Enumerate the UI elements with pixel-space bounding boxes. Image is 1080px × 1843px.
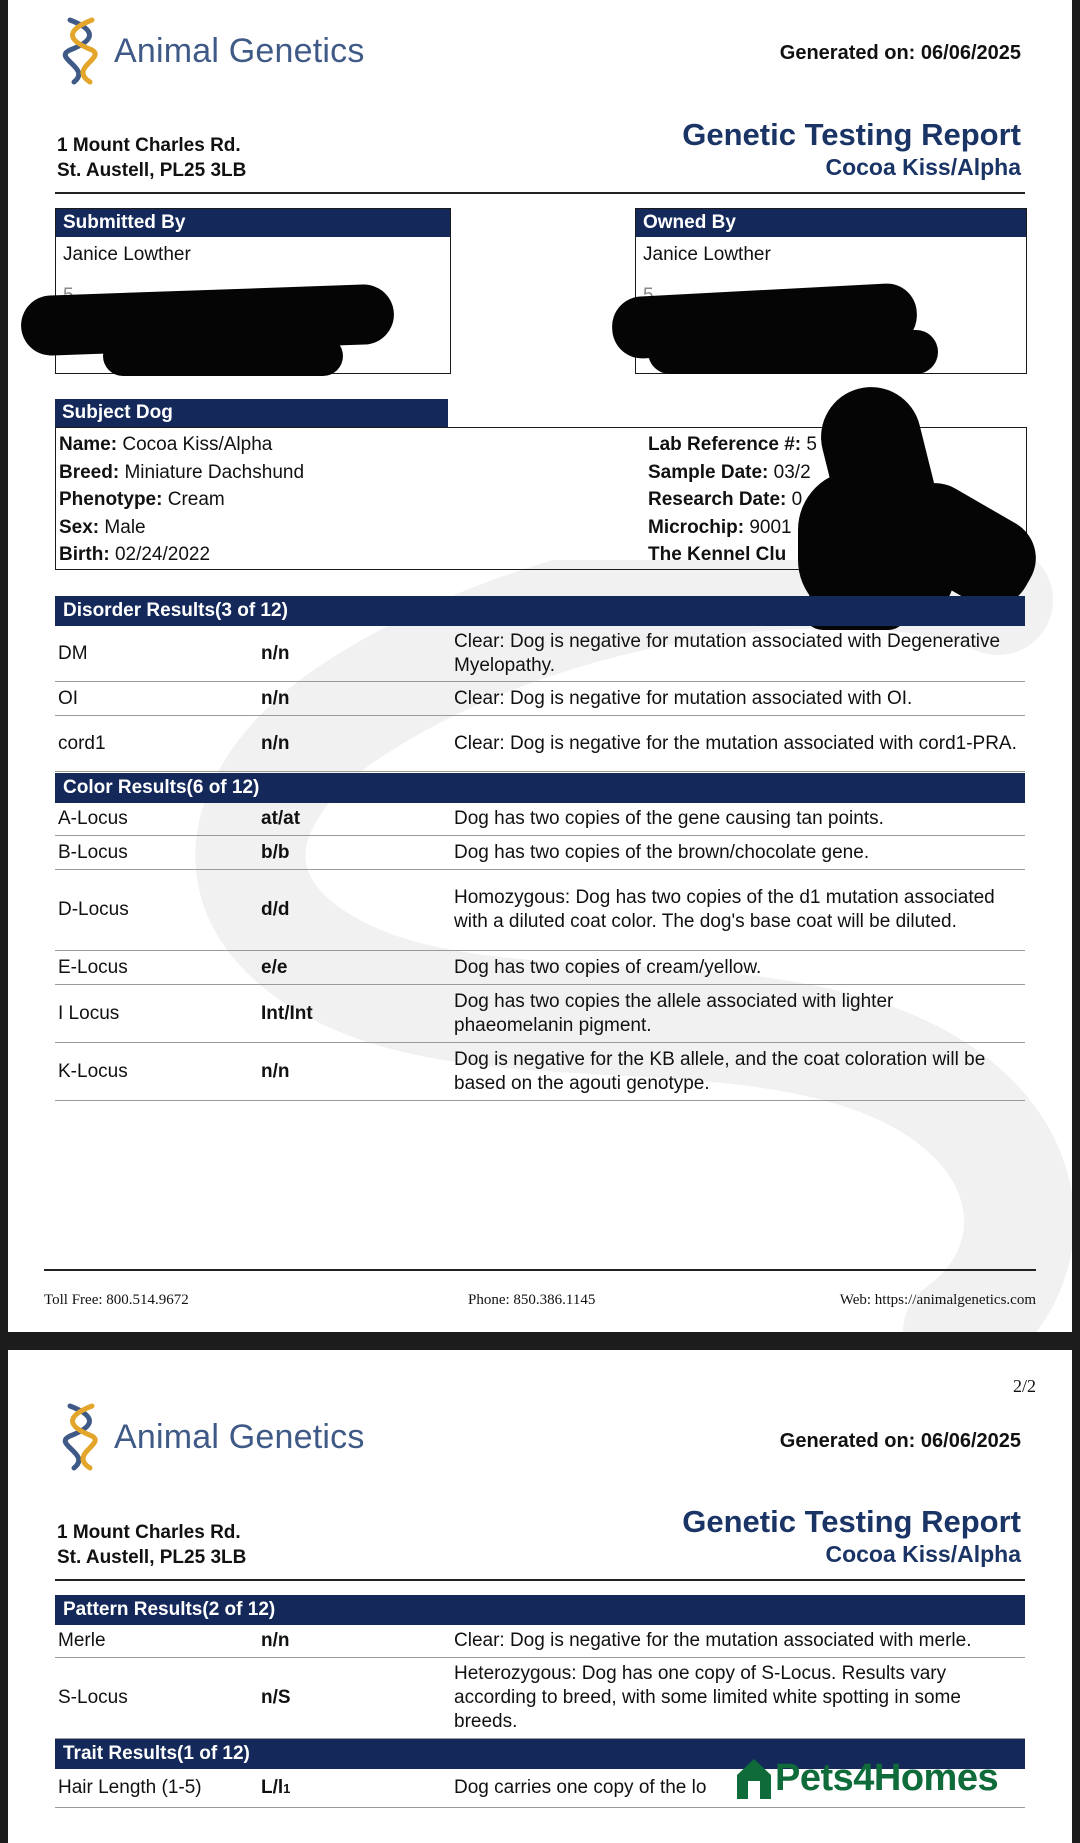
genotype: e/e <box>261 956 288 978</box>
owned-by-header: Owned By <box>636 209 1026 237</box>
gene-name: Merle <box>58 1630 106 1651</box>
genotype: n/n <box>261 732 290 754</box>
gene-name: Hair Length (1-5) <box>58 1777 202 1798</box>
gene-name: B-Locus <box>58 841 128 863</box>
genotype: n/n <box>261 1060 290 1082</box>
subject-name: Name: Cocoa Kiss/Alpha <box>59 434 273 455</box>
result-row <box>55 951 1025 985</box>
submitted-by-header: Submitted By <box>56 209 450 237</box>
generated-date: Generated on: 06/06/2025 <box>779 42 1021 64</box>
result-description: Clear: Dog is negative for mutation associated with OI. <box>454 687 913 709</box>
report-page-2 <box>8 1350 1072 1843</box>
genotype: d/d <box>261 899 290 920</box>
report-subtitle: Cocoa Kiss/Alpha <box>825 154 1021 180</box>
subject-phenotype: Phenotype: Cream <box>59 489 225 510</box>
company-name: Animal Genetics <box>114 31 365 70</box>
report-title: Genetic Testing Report <box>682 117 1021 152</box>
result-row <box>55 803 1025 836</box>
address-line-1: 1 Mount Charles Rd. <box>57 1522 241 1543</box>
genotype: at/at <box>261 808 301 829</box>
pets4homes-watermark <box>733 1755 998 1801</box>
report-title-block <box>682 117 1021 181</box>
address-line-2: St. Austell, PL25 3LB <box>57 160 247 181</box>
result-description: Clear: Dog is negative for the mutation associated with merle. <box>454 1630 972 1651</box>
result-description: Clear: Dog is negative for the mutation associated with cord1-PRA. <box>454 732 1017 754</box>
dna-helix-icon <box>62 16 102 86</box>
company-address <box>57 133 246 183</box>
result-description: Homozygous: Dog has two copies of the d1 mutation associated with a diluted coat color. The dog's base coat will be diluted. <box>454 887 995 932</box>
subject-left-column <box>59 431 304 569</box>
result-row <box>55 836 1025 870</box>
gene-name: S-Locus <box>58 1687 128 1708</box>
subject-kennel-club: The Kennel Clu <box>648 544 787 565</box>
result-description: Heterozygous: Dog has one copy of S-Locus. Results vary according to breed, with some limited white spotting in some breeds. <box>454 1663 961 1732</box>
redaction-mark <box>103 336 343 376</box>
genotype: n/n <box>261 687 290 709</box>
result-description: Dog has two copies of the gene causing tan points. <box>454 808 884 829</box>
redaction-mark <box>648 330 938 374</box>
address-line-2: St. Austell, PL25 3LB <box>57 1547 247 1568</box>
owned-by-name: Janice Lowther <box>643 244 771 265</box>
pets4homes-text: Pets4Homes <box>775 1756 999 1799</box>
result-row <box>55 985 1025 1043</box>
subject-dog-header: Subject Dog <box>55 399 448 427</box>
subject-sex: Sex: Male <box>59 516 146 538</box>
address-line-1: 1 Mount Charles Rd. <box>57 135 241 156</box>
report-subtitle: Cocoa Kiss/Alpha <box>825 1541 1021 1567</box>
gene-name: DM <box>58 642 88 664</box>
page-number: 2/2 <box>1012 1376 1036 1396</box>
genotype: n/S <box>261 1687 291 1708</box>
footer-web: Web: https://animalgenetics.com <box>839 1292 1036 1308</box>
result-row <box>55 1043 1025 1101</box>
house-icon <box>733 1755 775 1801</box>
color-results-header: Color Results(6 of 12) <box>55 773 1025 803</box>
gene-name: I Locus <box>58 1002 120 1024</box>
result-row <box>55 626 1025 682</box>
generated-date: Generated on: 06/06/2025 <box>779 1430 1021 1452</box>
result-row <box>55 716 1025 772</box>
subject-birth: Birth: 02/24/2022 <box>59 544 211 565</box>
pattern-results-header: Pattern Results(2 of 12) <box>55 1595 1025 1625</box>
footer-divider <box>44 1269 1036 1271</box>
gene-name: D-Locus <box>58 899 129 920</box>
subject-right-column <box>648 431 817 569</box>
subject-microchip: Microchip: 9001 <box>648 516 792 538</box>
result-description: Clear: Dog is negative for mutation associated with Degenerative Myelopathy. <box>454 630 1001 676</box>
genotype: b/b <box>261 841 290 863</box>
gene-name: E-Locus <box>58 956 128 978</box>
company-logo <box>62 16 365 86</box>
result-description: Dog has two copies of the brown/chocolate gene. <box>454 841 870 863</box>
result-row <box>55 1658 1025 1739</box>
gene-name: OI <box>58 687 79 709</box>
disorder-results-header: Disorder Results(3 of 12) <box>55 596 1025 626</box>
result-description: Dog has two copies of cream/yellow. <box>454 956 762 978</box>
report-title: Genetic Testing Report <box>682 1504 1021 1539</box>
gene-name: K-Locus <box>58 1060 128 1082</box>
footer-toll-free: Toll Free: 800.514.9672 <box>44 1292 189 1308</box>
company-name: Animal Genetics <box>114 1417 365 1456</box>
report-page-1 <box>8 0 1072 1332</box>
report-title-block <box>682 1504 1021 1568</box>
header-divider <box>55 192 1025 194</box>
genotype: n/n <box>261 1630 290 1651</box>
result-description: Dog is negative for the KB allele, and the coat coloration will be based on the agouti genotype. <box>454 1048 986 1094</box>
subject-research-date: Research Date: 0 <box>648 489 803 510</box>
footer-phone: Phone: 850.386.1145 <box>468 1292 596 1308</box>
subject-breed: Breed: Miniature Dachshund <box>59 461 305 483</box>
result-row <box>55 1625 1025 1658</box>
result-row <box>55 682 1025 716</box>
dna-helix-icon <box>62 1402 102 1472</box>
gene-name: cord1 <box>58 732 106 754</box>
subject-sample-date: Sample Date: 03/2 <box>648 461 811 483</box>
result-description: Dog carries one copy of the lo <box>454 1777 707 1798</box>
genotype: Int/Int <box>261 1002 313 1024</box>
result-description: Dog has two copies the allele associated with lighter phaeomelanin pigment. <box>454 990 894 1036</box>
trait-results-header: Trait Results(1 of 12) <box>55 1739 1025 1769</box>
company-logo <box>62 1402 365 1472</box>
result-row <box>55 870 1025 951</box>
subject-lab-reference: Lab Reference #: 5 <box>648 434 817 455</box>
gene-name: A-Locus <box>58 808 128 829</box>
header-divider <box>55 1579 1025 1581</box>
company-address <box>57 1520 246 1570</box>
submitted-by-name: Janice Lowther <box>63 244 191 265</box>
genotype: n/n <box>261 642 290 664</box>
genotype: L/l 1 <box>261 1777 291 1798</box>
